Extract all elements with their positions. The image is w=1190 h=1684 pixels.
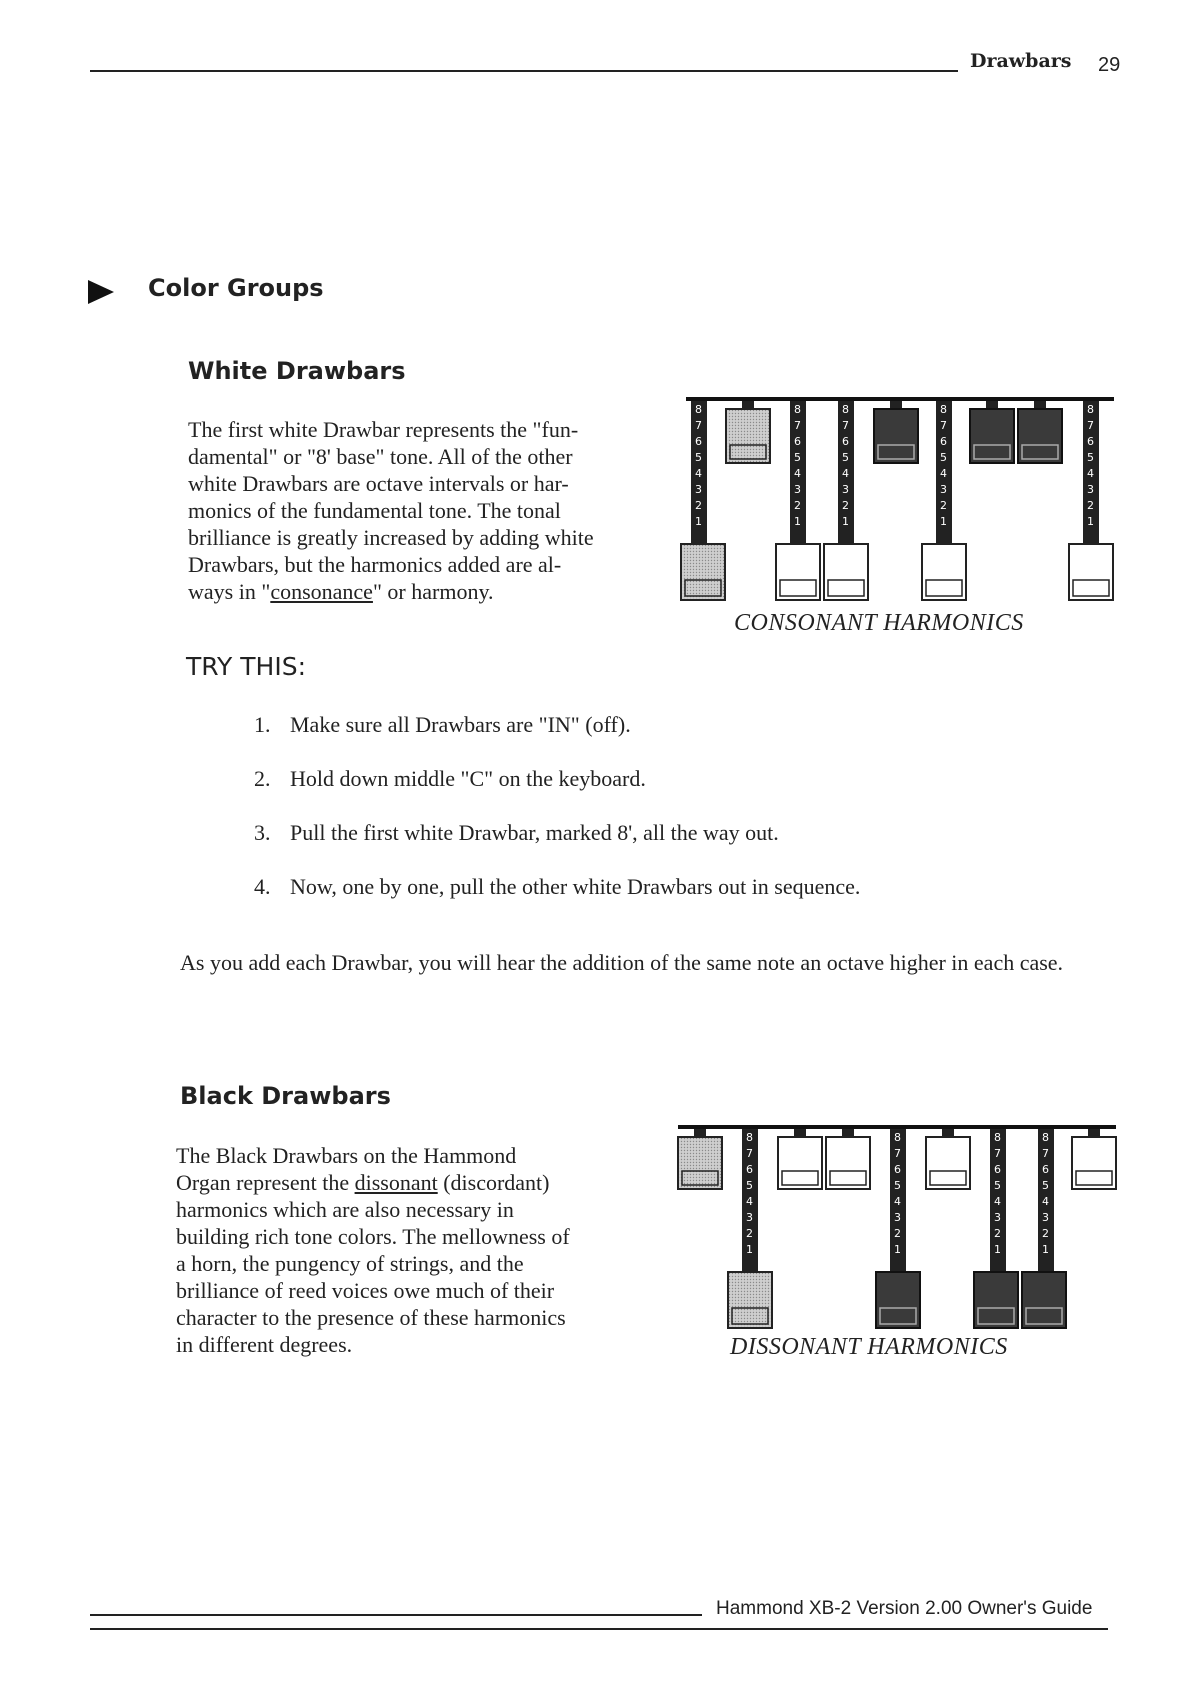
- svg-text:8: 8: [695, 403, 702, 416]
- step-item: 4. Now, one by one, pull the other white Drawbars out in sequence.: [254, 874, 861, 899]
- svg-text:8: 8: [940, 403, 947, 416]
- svg-text:7: 7: [695, 419, 702, 432]
- svg-text:2: 2: [940, 499, 947, 512]
- black-drawbars-paragraph: [176, 1142, 604, 1358]
- section-arrow-icon: [88, 280, 114, 304]
- drawbar-rail: [686, 397, 1114, 401]
- svg-text:3: 3: [1042, 1211, 1049, 1224]
- svg-text:3: 3: [994, 1211, 1001, 1224]
- svg-text:1: 1: [894, 1243, 901, 1256]
- svg-text:3: 3: [842, 483, 849, 496]
- svg-text:6: 6: [1042, 1163, 1049, 1176]
- dissonant-harmonics-diagram: [674, 1122, 1120, 1334]
- drawbar-gray-in: [678, 1129, 722, 1189]
- svg-text:6: 6: [695, 435, 702, 448]
- svg-text:8: 8: [794, 403, 801, 416]
- black-drawbars-heading: Black Drawbars: [180, 1082, 391, 1110]
- svg-text:5: 5: [695, 451, 702, 464]
- step-item: 3. Pull the first white Drawbar, marked 8', all the way out.: [254, 820, 779, 845]
- drawbar-black-out-3: [1022, 1129, 1066, 1328]
- svg-text:5: 5: [1042, 1179, 1049, 1192]
- svg-text:5: 5: [894, 1179, 901, 1192]
- white-line: brilliance is greatly increased by adding white: [188, 525, 594, 550]
- step-item: 1. Make sure all Drawbars are "IN" (off).: [254, 712, 631, 737]
- svg-text:4: 4: [1042, 1195, 1049, 1208]
- svg-text:8: 8: [842, 403, 849, 416]
- svg-text:4: 4: [994, 1195, 1001, 1208]
- black-line: The Black Drawbars on the Hammond: [176, 1143, 517, 1168]
- svg-text:4: 4: [842, 467, 849, 480]
- header-rule: [90, 70, 958, 72]
- svg-text:5: 5: [940, 451, 947, 464]
- svg-text:8: 8: [894, 1131, 901, 1144]
- step-item: 2. Hold down middle "C" on the keyboard.: [254, 766, 646, 791]
- dissonant-caption: DISSONANT HARMONICS: [730, 1334, 1008, 1360]
- svg-text:4: 4: [794, 467, 801, 480]
- svg-text:8: 8: [1042, 1131, 1049, 1144]
- drawbar-black-in-2: [970, 401, 1014, 463]
- svg-text:3: 3: [794, 483, 801, 496]
- svg-text:4: 4: [940, 467, 947, 480]
- svg-text:1: 1: [1087, 515, 1094, 528]
- drawbar-black-out-2: [974, 1129, 1018, 1328]
- svg-text:1: 1: [994, 1243, 1001, 1256]
- svg-text:3: 3: [894, 1211, 901, 1224]
- drawbar-gray-out: [728, 1129, 772, 1328]
- white-line: Drawbars, but the harmonics added are al-: [188, 552, 562, 577]
- drawbar-white-out-3: [922, 401, 966, 600]
- footer-rule: [90, 1614, 702, 1616]
- svg-text:3: 3: [1087, 483, 1094, 496]
- svg-text:3: 3: [940, 483, 947, 496]
- svg-text:6: 6: [794, 435, 801, 448]
- black-line: in different degrees.: [176, 1332, 353, 1357]
- svg-text:4: 4: [1087, 467, 1094, 480]
- svg-text:4: 4: [695, 467, 702, 480]
- black-line: character to the presence of these harmonics: [176, 1305, 566, 1330]
- drawbar-gray-in: [726, 401, 770, 463]
- svg-text:7: 7: [842, 419, 849, 432]
- black-line: harmonics which are also necessary in: [176, 1197, 514, 1222]
- black-line: a horn, the pungency of strings, and the: [176, 1251, 524, 1276]
- svg-text:7: 7: [1042, 1147, 1049, 1160]
- svg-text:6: 6: [1087, 435, 1094, 448]
- consonant-caption: CONSONANT HARMONICS: [734, 610, 1024, 636]
- svg-text:8: 8: [1087, 403, 1094, 416]
- drawbar-white-in-3: [926, 1129, 970, 1189]
- white-line: ways in "consonance" or harmony.: [188, 579, 494, 604]
- svg-text:2: 2: [794, 499, 801, 512]
- header-title: Drawbars: [970, 50, 1072, 72]
- svg-text:7: 7: [994, 1147, 1001, 1160]
- svg-text:4: 4: [894, 1195, 901, 1208]
- after-paragraph: As you add each Drawbar, you will hear the addition of the same note an octave higher in each case.: [180, 950, 1064, 975]
- white-line: monics of the fundamental tone. The tonal: [188, 498, 561, 523]
- svg-text:2: 2: [1042, 1227, 1049, 1240]
- svg-text:7: 7: [746, 1147, 753, 1160]
- section-title: Color Groups: [148, 274, 324, 302]
- svg-text:5: 5: [746, 1179, 753, 1192]
- drawbar-gray-out-1: [681, 401, 725, 600]
- svg-text:6: 6: [746, 1163, 753, 1176]
- footer-text: Hammond XB-2 Version 2.00 Owner's Guide: [716, 1598, 1093, 1619]
- black-line: brilliance of reed voices owe much of their: [176, 1278, 555, 1303]
- black-line: Organ represent the dissonant (discordant): [176, 1170, 550, 1195]
- drawbar-black-in-3: [1018, 401, 1062, 463]
- drawbar-white-in-4: [1072, 1129, 1116, 1189]
- svg-text:1: 1: [695, 515, 702, 528]
- svg-text:3: 3: [695, 483, 702, 496]
- consonance-underlined: consonance: [270, 579, 373, 604]
- svg-text:7: 7: [794, 419, 801, 432]
- try-this-heading: TRY THIS:: [186, 652, 306, 681]
- svg-text:1: 1: [746, 1243, 753, 1256]
- svg-text:5: 5: [842, 451, 849, 464]
- svg-text:6: 6: [940, 435, 947, 448]
- svg-text:7: 7: [940, 419, 947, 432]
- svg-text:6: 6: [842, 435, 849, 448]
- footer-rule: [90, 1628, 1108, 1630]
- svg-text:1: 1: [794, 515, 801, 528]
- svg-text:7: 7: [894, 1147, 901, 1160]
- drawbar-white-out-4: [1069, 401, 1113, 600]
- drawbar-white-out-1: [776, 401, 820, 600]
- svg-text:2: 2: [695, 499, 702, 512]
- svg-text:2: 2: [894, 1227, 901, 1240]
- svg-text:5: 5: [794, 451, 801, 464]
- white-line: damental" or "8' base" tone. All of the other: [188, 444, 573, 469]
- svg-text:5: 5: [994, 1179, 1001, 1192]
- svg-text:2: 2: [746, 1227, 753, 1240]
- black-line: building rich tone colors. The mellowness of: [176, 1224, 570, 1249]
- svg-text:3: 3: [746, 1211, 753, 1224]
- drawbar-rail: [678, 1125, 1116, 1129]
- svg-text:5: 5: [1087, 451, 1094, 464]
- white-line: white Drawbars are octave intervals or har-: [188, 471, 569, 496]
- drawbar-black-out-1: [876, 1129, 920, 1328]
- svg-text:1: 1: [940, 515, 947, 528]
- page-number: 29: [1098, 54, 1121, 76]
- dissonant-underlined: dissonant: [354, 1170, 438, 1195]
- svg-text:8: 8: [994, 1131, 1001, 1144]
- svg-text:2: 2: [1087, 499, 1094, 512]
- svg-text:2: 2: [994, 1227, 1001, 1240]
- svg-text:7: 7: [1087, 419, 1094, 432]
- drawbar-white-in-2: [826, 1129, 870, 1189]
- white-drawbars-heading: White Drawbars: [188, 357, 406, 385]
- svg-text:2: 2: [842, 499, 849, 512]
- svg-text:1: 1: [842, 515, 849, 528]
- white-drawbars-paragraph: [188, 416, 612, 605]
- drawbar-white-out-2: [824, 401, 868, 600]
- svg-text:6: 6: [894, 1163, 901, 1176]
- svg-text:6: 6: [994, 1163, 1001, 1176]
- drawbar-black-in-1: [874, 401, 918, 463]
- svg-text:8: 8: [746, 1131, 753, 1144]
- svg-text:1: 1: [1042, 1243, 1049, 1256]
- svg-text:4: 4: [746, 1195, 753, 1208]
- consonant-harmonics-diagram: [680, 394, 1120, 610]
- white-line: The first white Drawbar represents the "fun-: [188, 417, 579, 442]
- drawbar-white-in-1: [778, 1129, 822, 1189]
